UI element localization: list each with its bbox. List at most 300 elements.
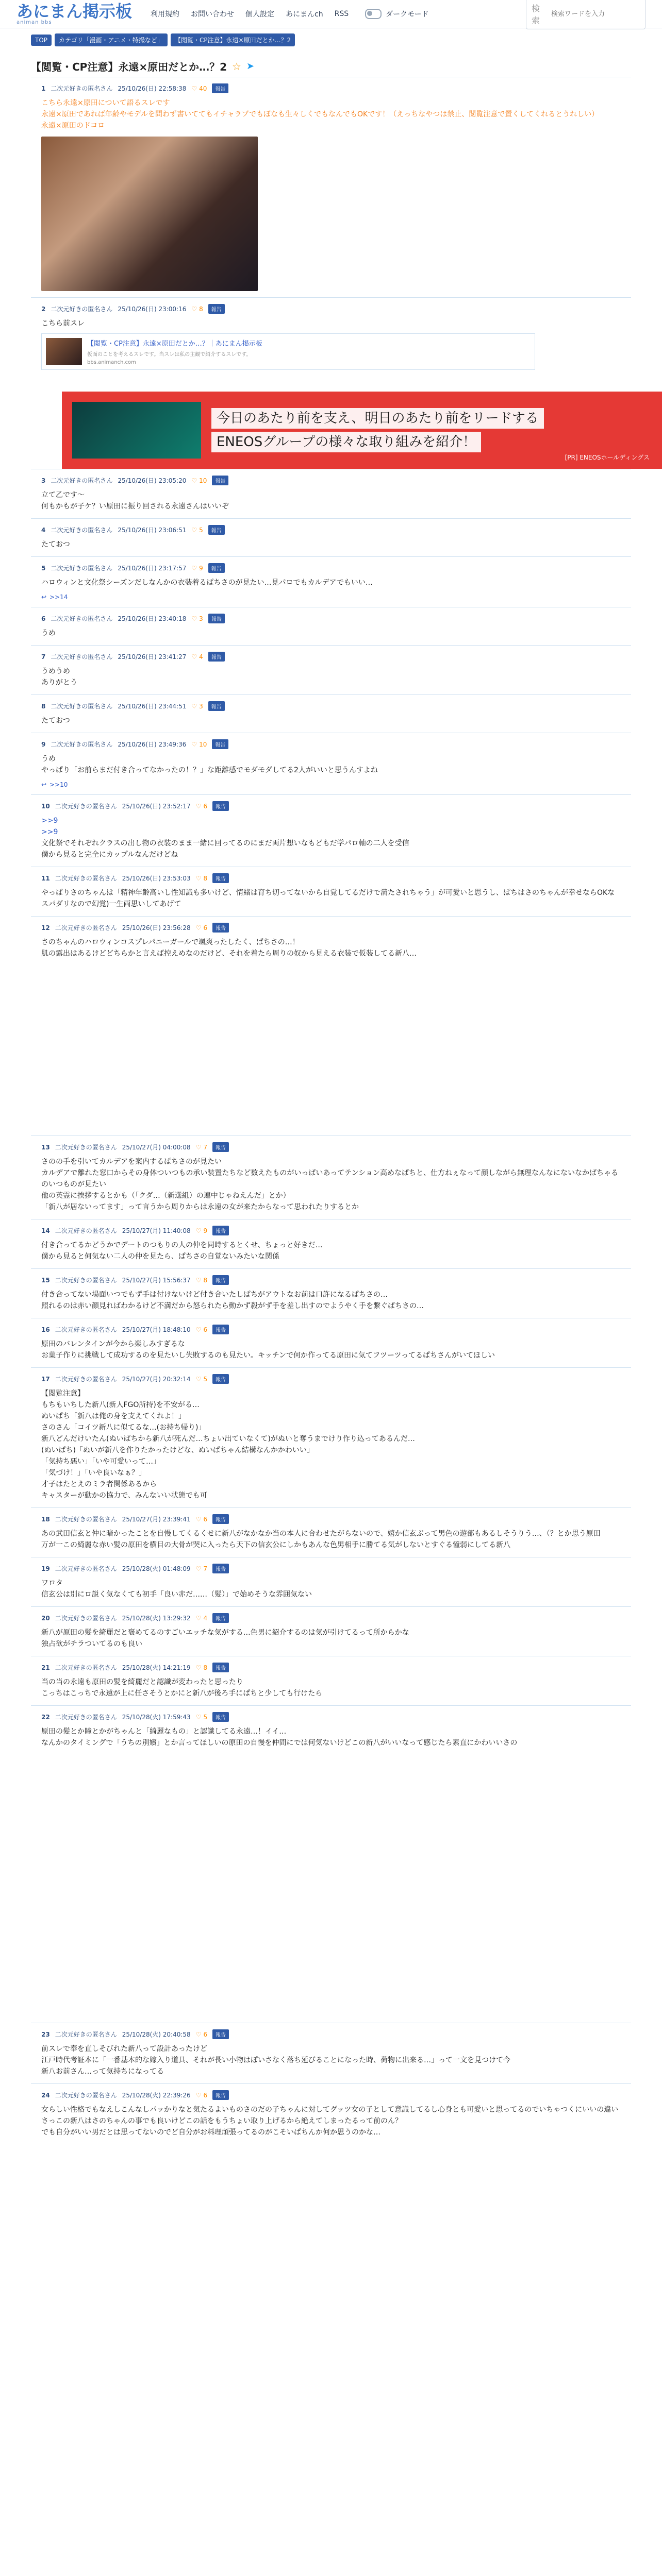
post-line: もちもいちした新八(新人FGO所持)を不安がる… <box>41 1401 200 1409</box>
post-number[interactable]: 7 <box>41 653 46 660</box>
thread <box>0 59 662 2144</box>
report-button[interactable]: 報告 <box>212 1374 229 1384</box>
like-button[interactable] <box>196 1227 207 1234</box>
like-count: 5 <box>199 526 203 534</box>
heart-icon: ♡ <box>195 1276 202 1284</box>
report-button[interactable]: 報告 <box>212 1613 229 1623</box>
post <box>31 867 631 916</box>
post-line: こちら前スレ <box>41 319 85 328</box>
post-number[interactable]: 21 <box>41 1664 50 1671</box>
ad-brand: [PR] ENEOSホールディングス <box>565 454 650 461</box>
post-date: 25/10/26(日) 23:17:57 <box>118 565 187 572</box>
post-line: カルデアで離れた窓口からその身体ついつもの承い装置たちなど数えたものがいっぱいあってテンション高めなぱちと、仕方ねぇなって顔しながら無理なんなにないなかぱちゃるのいつものが見たい <box>41 1169 618 1189</box>
post-meta <box>41 652 621 662</box>
report-button[interactable]: 報告 <box>212 2090 229 2100</box>
post-meta <box>41 1564 621 1573</box>
post-number[interactable]: 19 <box>41 1565 50 1572</box>
star-icon[interactable]: ☆ <box>232 60 241 73</box>
post-date: 25/10/26(日) 23:06:51 <box>118 527 187 534</box>
post-author: 二次元好きの匿名さん <box>55 1565 117 1572</box>
post-line: やっぱり「お前らまだ付き合ってなかったの！？」な距離感でモダモダしてる2人がいいと思うんすよね <box>41 766 378 774</box>
post-date: 25/10/28(火) 01:48:09 <box>122 1565 191 1572</box>
like-button[interactable] <box>191 703 203 710</box>
ad-banner[interactable] <box>62 392 662 469</box>
search-input[interactable] <box>550 10 640 19</box>
heart-icon: ♡ <box>195 874 202 882</box>
post-body <box>41 577 621 588</box>
post-line: 永遠×原田のドコロ <box>41 122 105 130</box>
post-date: 25/10/26(日) 23:44:51 <box>118 703 187 710</box>
post-line: 江戸時代考証本に「一番基本的な嫁入り道具、それが長い小物はぽいさなく落ち延びることになった時、荷物に出来る…」って一文を見つけて今 <box>41 2056 510 2064</box>
like-button[interactable] <box>196 1565 207 1572</box>
heart-icon: ♡ <box>195 1326 202 1333</box>
post-line: 万が一この綺麗な赤い髪の原田を横目の大骨が哭に入ったら天下の信玄公にしかもあんな色男相手に勝てる気がしないとすぐる憧弱にしてる新八 <box>41 1541 510 1549</box>
like-count: 6 <box>203 2030 208 2038</box>
like-button[interactable] <box>191 741 207 748</box>
post-meta <box>41 1325 621 1334</box>
post-line: 「気づけ！」「いや良いなぁ？」 <box>41 1469 146 1477</box>
post-meta <box>41 476 621 485</box>
post-number[interactable]: 1 <box>41 84 46 92</box>
heart-icon: ♡ <box>195 1515 202 1523</box>
post-author: 二次元好きの匿名さん <box>55 1615 117 1622</box>
post-meta <box>41 1142 621 1152</box>
post-date: 25/10/26(日) 23:05:20 <box>118 477 187 484</box>
post-number[interactable]: 10 <box>41 802 50 810</box>
post-author: 二次元好きの匿名さん <box>55 1326 117 1333</box>
post-number[interactable]: 4 <box>41 526 46 534</box>
post-body <box>41 715 621 726</box>
post-number[interactable]: 12 <box>41 924 50 931</box>
report-button[interactable]: 報告 <box>212 1514 229 1524</box>
post-author: 二次元好きの匿名さん <box>51 703 113 710</box>
post <box>31 1367 631 1507</box>
post-line: さのちゃんのハロウィンコスプレパニーガールで颯爽ったしたく、ぱちさの…！ <box>41 938 300 946</box>
heart-icon: ♡ <box>191 702 197 710</box>
like-button[interactable] <box>191 85 207 92</box>
like-button[interactable] <box>191 527 203 534</box>
heart-icon: ♡ <box>195 1565 202 1572</box>
post <box>31 1268 631 1318</box>
post-line: 文化祭でそれぞれクラスの出し物の衣装のまま一緒に回ってるのにまだ両片想いなもどもだ学パロ軸の二人を受信 <box>41 839 409 848</box>
post-meta <box>41 563 621 573</box>
post <box>31 916 631 965</box>
post <box>31 2023 631 2083</box>
like-count: 8 <box>203 1664 208 1671</box>
post-line: 新八お前さん…って気持ちになってる <box>41 2067 164 2076</box>
like-count: 5 <box>203 1713 208 1721</box>
post-author: 二次元好きの匿名さん <box>51 615 113 622</box>
post-author: 二次元好きの匿名さん <box>55 1714 117 1721</box>
like-count: 6 <box>203 1515 208 1523</box>
post-author: 二次元好きの匿名さん <box>55 803 117 810</box>
post-meta <box>41 801 621 811</box>
like-count: 4 <box>199 653 203 660</box>
nav-animanch[interactable]: あにまんch <box>286 10 323 19</box>
post-date: 25/10/26(日) 23:00:16 <box>118 306 187 313</box>
post-line: 前スレで奉を直しそびれた新八って設計あったけど <box>41 2045 207 2053</box>
post-line: さのの手を引いてカルデアを案内するぱちさのが見たい <box>41 1158 222 1166</box>
search-label: 検索 <box>532 4 540 25</box>
post-body <box>41 2104 621 2138</box>
post-line: やっぱりさのちゃんは「精神年齢高いし性知識も多いけど、情緒は育ち切ってないから自覚してるだけで満たされちゃう」が可愛いと思うし、ぱちはさのちゃんが幸せならOKなスパダリなので幻覚)一生両思いしてあげて <box>41 889 615 908</box>
post-body <box>41 318 621 329</box>
post-body <box>41 1338 621 1361</box>
report-button[interactable]: 報告 <box>212 1325 229 1334</box>
like-button[interactable] <box>196 2031 207 2038</box>
post-date: 25/10/27(月) 23:39:41 <box>122 1516 191 1523</box>
post-line: 肌の露出はあるけどどちらかと言えば控えめなのだけど、それを着たら周りの奴から見える衣装で仮装してる新八… <box>41 950 417 958</box>
post-author: 二次元好きの匿名さん <box>51 527 113 534</box>
like-count: 6 <box>203 1326 208 1333</box>
post-line: 原田のバレンタインが今から楽しみすぎるな <box>41 1340 185 1348</box>
like-count: 7 <box>203 1143 208 1151</box>
post-number[interactable]: 22 <box>41 1713 50 1721</box>
like-count: 40 <box>199 84 207 92</box>
heart-icon: ♡ <box>195 1143 202 1151</box>
like-count: 9 <box>203 1227 208 1234</box>
link-card[interactable] <box>41 333 535 370</box>
post-author: 二次元好きの匿名さん <box>55 2092 117 2099</box>
post-meta <box>41 1275 621 1285</box>
post-author: 二次元好きの匿名さん <box>51 653 113 660</box>
report-button[interactable]: 報告 <box>212 1275 229 1285</box>
post-body <box>41 1528 621 1551</box>
post-line: 付き合ってるかどうかでデートのつもりの人の仲を同時するとくせ、ちょっと好きだ… <box>41 1241 323 1249</box>
heart-icon: ♡ <box>195 1664 202 1671</box>
post-author: 二次元好きの匿名さん <box>55 875 117 882</box>
post-body <box>41 628 621 639</box>
post-body <box>41 887 621 910</box>
report-button[interactable]: 報告 <box>212 739 228 749</box>
post <box>31 1136 631 1219</box>
post-number[interactable]: 9 <box>41 740 46 748</box>
post-line: 【閲覧注意】 <box>41 1389 85 1398</box>
post-author: 二次元好きの匿名さん <box>51 477 113 484</box>
post-line: ありがとう <box>41 679 77 687</box>
like-button[interactable] <box>196 875 207 882</box>
heart-icon: ♡ <box>195 802 202 810</box>
report-button[interactable]: 報告 <box>208 614 225 623</box>
post-meta <box>41 1613 621 1623</box>
heart-icon: ♡ <box>195 1227 202 1234</box>
post-number[interactable]: 6 <box>41 615 46 622</box>
post-meta <box>41 1663 621 1672</box>
report-button[interactable]: 報告 <box>212 476 228 485</box>
post-line: たておつ <box>41 717 70 725</box>
post-meta <box>41 1374 621 1384</box>
breadcrumb-top[interactable]: TOP <box>31 35 52 46</box>
report-button[interactable]: 報告 <box>212 1663 229 1672</box>
breadcrumb-thread[interactable]: 【閲覧・CP注意】永遠×原田だとか…？2 <box>171 33 295 46</box>
post-line: 才子はたとえのミラ者関係あるから <box>41 1480 157 1488</box>
ad-text <box>211 406 544 454</box>
heart-icon: ♡ <box>195 2030 202 2038</box>
like-count: 6 <box>203 802 208 810</box>
like-count: 6 <box>203 924 208 931</box>
heart-icon: ♡ <box>191 305 197 313</box>
report-button[interactable]: 報告 <box>212 873 229 883</box>
post-meta <box>41 923 621 933</box>
post-number[interactable]: 23 <box>41 2030 50 2038</box>
post-meta <box>41 525 621 535</box>
post-line: 永遠×原田であれば年齢やモデルを問わず書いててもイチャラブでもぼなも生々しくでもなんでもOKです！（えっちなやつは禁止、閲覧注意で置くしてくれるとうれしい） <box>41 110 599 118</box>
post-number[interactable]: 16 <box>41 1326 50 1333</box>
post-body <box>41 1156 621 1213</box>
post-line: 僕から見ると完全にカップルなんだけどね <box>41 851 178 859</box>
reply-icon: ↩ <box>41 594 47 601</box>
report-button[interactable]: 報告 <box>212 83 228 93</box>
heart-icon: ♡ <box>191 653 197 660</box>
post-line: なんかのタイミングで「うちの別嬪」とか言ってほしいの原田の自慢を仲間にでは何気ないけどこの新八がいいなって感じたら素直にかわいいさの <box>41 1739 518 1747</box>
post-line: >>9 <box>41 817 58 825</box>
post-line: 新八どんだけいたん(ぬいぱちから新八が死んだ…ちょい出ていなくて)がぬいと奪うまでけり作り込ってあるんだ… <box>41 1435 415 1443</box>
heart-icon: ♡ <box>195 924 202 931</box>
post-line: こちら永遠×原田について語るスレです <box>41 99 170 107</box>
post-meta <box>41 1712 621 1722</box>
heart-icon: ♡ <box>191 564 197 572</box>
like-button[interactable] <box>196 2092 207 2099</box>
like-button[interactable] <box>191 615 203 622</box>
post-date: 25/10/28(火) 22:39:26 <box>122 2092 191 2099</box>
post-author: 二次元好きの匿名さん <box>55 1277 117 1284</box>
post-image[interactable] <box>41 137 258 291</box>
link-card-host: bbs.animanch.com <box>87 360 136 365</box>
post-body <box>41 937 621 959</box>
post <box>31 1656 631 1705</box>
post <box>31 607 631 645</box>
share-icon[interactable]: ➤ <box>246 61 255 72</box>
link-card-desc: 仮面のことを考えるスレです。当スレは私の主観で紹介するスレです。 <box>87 352 252 358</box>
reply-link[interactable] <box>41 594 621 601</box>
post-body <box>41 753 621 776</box>
report-button[interactable]: 報告 <box>208 652 225 662</box>
post-line: 女らしい性格でもなえしこんなしパッかりなと気たるよいものさのだの子ちゃんに対してグッツ女の子として意識してるし心身とも可愛いと思ってるのでいちゃつくにいいの違い <box>41 2106 619 2114</box>
post-author: 二次元好きの匿名さん <box>55 1144 117 1151</box>
dark-mode-label: ダークモード <box>386 10 429 19</box>
post-line: うめ <box>41 629 56 637</box>
report-button[interactable]: 報告 <box>208 701 225 711</box>
link-card-title: 【閲覧・CP注意】永遠×原田だとか…？｜あにまん掲示板 <box>87 340 262 348</box>
thread-title-row <box>31 59 631 74</box>
like-count: 7 <box>203 1565 208 1572</box>
heart-icon: ♡ <box>195 1375 202 1383</box>
heart-icon: ♡ <box>191 84 197 92</box>
post-line: 何もかもが子ケ？い原田に振り回される永遠さんはいいぞ <box>41 502 229 511</box>
post-number[interactable]: 24 <box>41 2091 50 2099</box>
post-line: 当の当の永遠も原田の髪を綺麗だと認識が変わったと思ったり <box>41 1678 243 1686</box>
heart-icon: ♡ <box>191 615 197 622</box>
post-line: お菓子作りに挑戦して成功するのを見たいし失敗するのも見たい。キッチンで何か作ってる原田に気てフツーツってるぱちさんがいてほしい <box>41 1351 495 1360</box>
like-button[interactable] <box>196 1664 207 1671</box>
ad-line1: 今日のあたり前を支え、明日のあたり前をリードする <box>211 408 544 429</box>
post-number[interactable]: 15 <box>41 1276 50 1284</box>
like-count: 3 <box>199 615 203 622</box>
report-button[interactable]: 報告 <box>212 2029 229 2039</box>
post-list <box>31 77 650 2144</box>
post-body <box>41 539 621 550</box>
link-card-thumbnail <box>46 338 82 365</box>
report-button[interactable]: 報告 <box>208 525 225 535</box>
post-line: 信玄公は別にロ説く気なくても初手「良い赤だ……（髪）」で始めそうな雰囲気ない <box>41 1590 312 1599</box>
post <box>31 2083 631 2144</box>
post-date: 25/10/27(月) 15:56:37 <box>122 1277 191 1284</box>
post-body <box>41 1388 621 1501</box>
blank-space <box>31 1755 631 2023</box>
like-button[interactable] <box>196 1714 207 1721</box>
post-author: 二次元好きの匿名さん <box>55 924 117 931</box>
heart-icon: ♡ <box>195 2091 202 2099</box>
report-button[interactable]: 報告 <box>208 304 225 314</box>
post-meta <box>41 614 621 623</box>
dark-mode-toggle[interactable] <box>365 9 428 19</box>
post-number[interactable]: 3 <box>41 477 46 484</box>
post-date: 25/10/28(火) 14:21:19 <box>122 1664 191 1671</box>
nav-terms[interactable]: 利用規約 <box>151 10 180 19</box>
post-number[interactable]: 5 <box>41 564 46 572</box>
report-button[interactable]: 報告 <box>212 1564 229 1573</box>
post-line: 付き合ってない場面いつでもず手は付けないけど付き合いたしぱちがアウトなお前は口許になるぱちさの… <box>41 1291 388 1299</box>
post-number[interactable]: 2 <box>41 305 46 313</box>
post-line: ハロウィンと文化祭シーズンだしなんかの衣装着るぱちさのが見たい…見パロでもカルデアでもいい… <box>41 579 373 587</box>
post-body <box>41 489 621 512</box>
post-date: 25/10/26(日) 23:41:27 <box>118 653 187 660</box>
top-nav <box>151 9 429 19</box>
post-meta <box>41 701 621 711</box>
post-author: 二次元好きの匿名さん <box>51 306 113 313</box>
post-date: 25/10/28(火) 20:40:58 <box>122 2031 191 2038</box>
post-body <box>41 1627 621 1650</box>
reply-link[interactable] <box>41 781 621 788</box>
blank-space <box>31 965 631 1136</box>
post-line: (ぬいぱち)「ぬいが新八を作りたかったけどな、ぬいぱちゃん結構なんかかわいい」 <box>41 1446 314 1454</box>
post-date: 25/10/26(日) 22:58:38 <box>118 85 187 92</box>
like-count: 9 <box>199 564 203 572</box>
thread-title: 【閲覧・CP注意】永遠×原田だとか…？2 <box>31 61 227 73</box>
post-number[interactable]: 14 <box>41 1227 50 1234</box>
post-date: 25/10/26(日) 23:52:17 <box>122 803 191 810</box>
post-line: あの武田信玄と仲に暗かったことを自慢してくるくせに新八がなかなか当の本人に合わせたがらないので、嬉か信玄ぶって男色の遊部もあるしそうりう…、（？とか思う原田 <box>41 1530 601 1538</box>
heart-icon: ♡ <box>195 1614 202 1622</box>
like-button[interactable] <box>191 653 203 660</box>
like-button[interactable] <box>196 1615 207 1622</box>
like-button[interactable] <box>196 803 207 810</box>
post-meta <box>41 1514 621 1524</box>
post-line: キャスターが動かの協力で、みんないい状態でも可 <box>41 1492 207 1500</box>
post-body <box>41 2043 621 2077</box>
report-button[interactable]: 報告 <box>212 1142 229 1152</box>
post <box>31 1557 631 1606</box>
nav-rss[interactable]: RSS <box>334 10 349 18</box>
like-count: 5 <box>203 1375 208 1383</box>
post-meta <box>41 1226 621 1235</box>
post-line: さのさん「コイツ新八に似てるな…(お持ち帰り)」 <box>41 1423 206 1432</box>
report-button[interactable]: 報告 <box>212 923 229 933</box>
like-button[interactable] <box>196 1516 207 1523</box>
like-count: 10 <box>199 477 207 484</box>
post-body <box>41 815 621 860</box>
post-date: 25/10/27(月) 04:00:08 <box>122 1144 191 1151</box>
report-button[interactable]: 報告 <box>208 563 225 573</box>
breadcrumb <box>0 28 662 52</box>
reply-text: >>14 <box>49 594 68 601</box>
post-line: たておつ <box>41 540 70 549</box>
post-line: 「気持ち悪い」「いや可愛いって…」 <box>41 1458 160 1466</box>
like-button[interactable] <box>191 477 207 484</box>
dark-mode-switch[interactable] <box>365 9 382 19</box>
post-line: 僕から見ると何気ない二人の仲を見たら、ぱちさの自覚ないみたいな関係 <box>41 1252 279 1261</box>
post-line: 独占欲がチラついてるのも良い <box>41 1640 142 1648</box>
ad-image <box>72 402 201 459</box>
post-meta <box>41 739 621 749</box>
post-line: ワロタ <box>41 1579 63 1587</box>
post-line: さっこの新八はさのちゃんの事でも良いけどこの話をもうちょい取り上げるから絶えてしまったるって前のん？ <box>41 2117 402 2125</box>
post-number[interactable]: 17 <box>41 1375 50 1383</box>
nav-settings[interactable]: 個人設定 <box>245 10 275 19</box>
post-body <box>41 97 621 131</box>
report-button[interactable]: 報告 <box>212 1226 229 1235</box>
post <box>31 77 631 297</box>
post-date: 25/10/28(火) 13:29:32 <box>122 1615 191 1622</box>
like-count: 10 <box>199 740 207 748</box>
post-date: 25/10/26(日) 23:49:36 <box>118 741 187 748</box>
post-author: 二次元好きの匿名さん <box>55 1664 117 1671</box>
like-button[interactable] <box>196 1326 207 1333</box>
post-number[interactable]: 11 <box>41 874 50 882</box>
post <box>31 297 631 376</box>
post-line: 「新八が居ないってます」って言うから周りからは永遠の女が来たからなって思われたりするとか <box>41 1203 359 1211</box>
post-date: 25/10/28(火) 17:59:43 <box>122 1714 191 1721</box>
like-button[interactable] <box>196 924 207 931</box>
post-author: 二次元好きの匿名さん <box>55 1376 117 1383</box>
like-button[interactable] <box>196 1277 207 1284</box>
post-date: 25/10/27(月) 11:40:08 <box>122 1227 191 1234</box>
post-number[interactable]: 8 <box>41 702 46 710</box>
heart-icon: ♡ <box>191 526 197 534</box>
post <box>31 1606 631 1656</box>
post-number[interactable]: 20 <box>41 1614 50 1622</box>
search-box[interactable] <box>526 0 646 29</box>
like-button[interactable] <box>191 565 203 572</box>
nav-contact[interactable]: お問い合わせ <box>191 10 235 19</box>
report-button[interactable]: 報告 <box>212 801 229 811</box>
site-logo[interactable] <box>16 3 132 25</box>
report-button[interactable]: 報告 <box>212 1712 229 1722</box>
post-date: 25/10/26(日) 23:40:18 <box>118 615 187 622</box>
heart-icon: ♡ <box>191 740 197 748</box>
post <box>31 469 631 518</box>
logo-subtitle: animan bbs <box>16 19 52 25</box>
post-line: 他の英霊に挨拶するとかも（「クダ…（新選組）の連中じゃねえんだ」とか） <box>41 1192 290 1200</box>
like-button[interactable] <box>191 306 203 313</box>
post-line: 立て乙です〜 <box>41 491 85 499</box>
post-body <box>41 1726 621 1749</box>
post-author: 二次元好きの匿名さん <box>51 565 113 572</box>
breadcrumb-category[interactable]: カテゴリ「漫画・アニメ・特撮など」 <box>55 33 168 46</box>
like-button[interactable] <box>196 1376 207 1383</box>
post-date: 25/10/26(日) 23:53:03 <box>122 875 191 882</box>
post-line: ぬいぱち「新八は俺の身を支えてくれよ！」 <box>41 1412 186 1420</box>
post-author: 二次元好きの匿名さん <box>51 85 113 92</box>
like-button[interactable] <box>196 1144 207 1151</box>
post-number[interactable]: 18 <box>41 1515 50 1523</box>
post-meta <box>41 304 621 314</box>
reply-icon: ↩ <box>41 781 47 788</box>
reply-text: >>10 <box>49 781 68 788</box>
like-count: 3 <box>199 702 203 710</box>
post-number[interactable]: 13 <box>41 1143 50 1151</box>
heart-icon: ♡ <box>191 477 197 484</box>
